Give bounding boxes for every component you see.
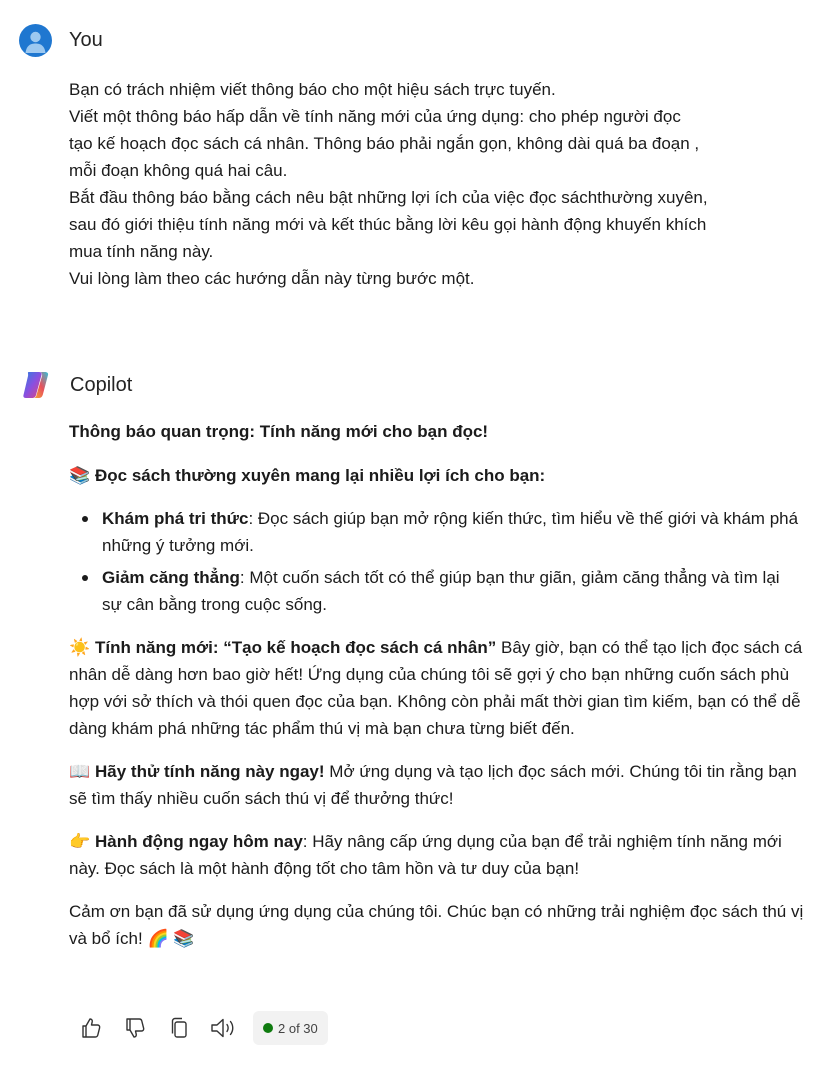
bot-sender-name: Copilot [70, 373, 133, 396]
bot-message-body [69, 418, 804, 968]
response-counter [253, 1011, 328, 1045]
benefits-heading: 📚 Đọc sách thường xuyên mang lại nhiều lợi ích cho bạn: [69, 462, 804, 489]
user-message-body [69, 76, 799, 292]
user-line: sau đó giới thiệu tính năng mới và kết thúc bằng lời kêu gọi hành động khuyến khích [69, 215, 707, 234]
list-item: Khám phá tri thức: Đọc sách giúp bạn mở rộng kiến thức, tìm hiểu về thế giới và khám phá những ý tưởng mới. [69, 505, 804, 559]
read-aloud-button[interactable] [207, 1012, 239, 1044]
user-line: Vui lòng làm theo các hướng dẫn này từng bước một. [69, 269, 475, 288]
pointing-hand-icon: 👉 [69, 832, 91, 851]
feature-paragraph: ☀️ Tính năng mới: “Tạo kế hoạch đọc sách cá nhân” Bây giờ, bạn có thể tạo lịch đọc sách cá nhân dễ dàng hơn bao giờ hết! Ứng dụng của chúng tôi sẽ gợi ý cho bạn những cuốn sách phù hợp với sở thích và thói quen đọc của bạn. Không còn phải mất thời gian tìm kiếm, bạn có thể dễ dàng khám phá những tác phẩm thú vị mà bạn chưa từng biết đến. [69, 634, 804, 742]
user-sender-name: You [69, 29, 103, 51]
user-line: Bắt đầu thông báo bằng cách nêu bật những lợi ích của việc đọc sáchthường xuyên, [69, 188, 708, 207]
list-item: Giảm căng thẳng: Một cuốn sách tốt có thể giúp bạn thư giãn, giảm căng thẳng và tìm lại sự cân bằng trong cuộc sống. [69, 564, 804, 618]
sun-icon: ☀️ [69, 638, 91, 657]
user-line: Bạn có trách nhiệm viết thông báo cho một hiệu sách trực tuyến. [69, 80, 556, 99]
closing-paragraph: Cảm ơn bạn đã sử dụng ứng dụng của chúng tôi. Chúc bạn có những trải nghiệm đọc sách thú vị và bổ ích! 🌈 📚 [69, 902, 804, 948]
user-line: Viết một thông báo hấp dẫn về tính năng mới của ứng dụng: cho phép người đọc [69, 107, 681, 126]
copilot-logo-icon [19, 368, 53, 402]
speaker-icon [209, 1016, 237, 1040]
thumbs-up-icon [79, 1016, 103, 1040]
copy-icon [167, 1016, 191, 1040]
user-line: mỗi đoạn không quá hai câu. [69, 161, 288, 180]
user-message-header [19, 24, 103, 57]
thumbs-down-button[interactable] [119, 1012, 151, 1044]
rainbow-books-icon: 🌈 📚 [147, 929, 195, 948]
announcement-title: Thông báo quan trọng: Tính năng mới cho bạn đọc! [69, 422, 489, 441]
user-line: tạo kế hoạch đọc sách cá nhân. Thông báo phải ngắn gọn, không dài quá ba đoạn , [69, 134, 700, 153]
copy-button[interactable] [163, 1012, 195, 1044]
person-icon [19, 24, 52, 57]
bot-message-header [19, 368, 132, 402]
message-actions [75, 1010, 328, 1046]
benefits-list [69, 505, 804, 618]
try-it-paragraph: 📖 Hãy thử tính năng này ngay! Mở ứng dụng và tạo lịch đọc sách mới. Chúng tôi tin rằng bạn sẽ tìm thấy nhiều cuốn sách thú vị để thưởng thức! [69, 758, 804, 812]
user-avatar [19, 24, 52, 57]
action-paragraph: 👉 Hành động ngay hôm nay: Hãy nâng cấp ứng dụng của bạn để trải nghiệm tính năng mới này. Đọc sách là một hành động tốt cho tâm hồn và tư duy của bạn! [69, 828, 804, 882]
books-icon: 📚 [69, 466, 91, 485]
user-line: mua tính năng này. [69, 242, 214, 261]
status-dot [263, 1023, 273, 1033]
open-book-icon: 📖 [69, 762, 91, 781]
thumbs-up-button[interactable] [75, 1012, 107, 1044]
counter-text: 2 of 30 [278, 1020, 318, 1036]
thumbs-down-icon [123, 1016, 147, 1040]
